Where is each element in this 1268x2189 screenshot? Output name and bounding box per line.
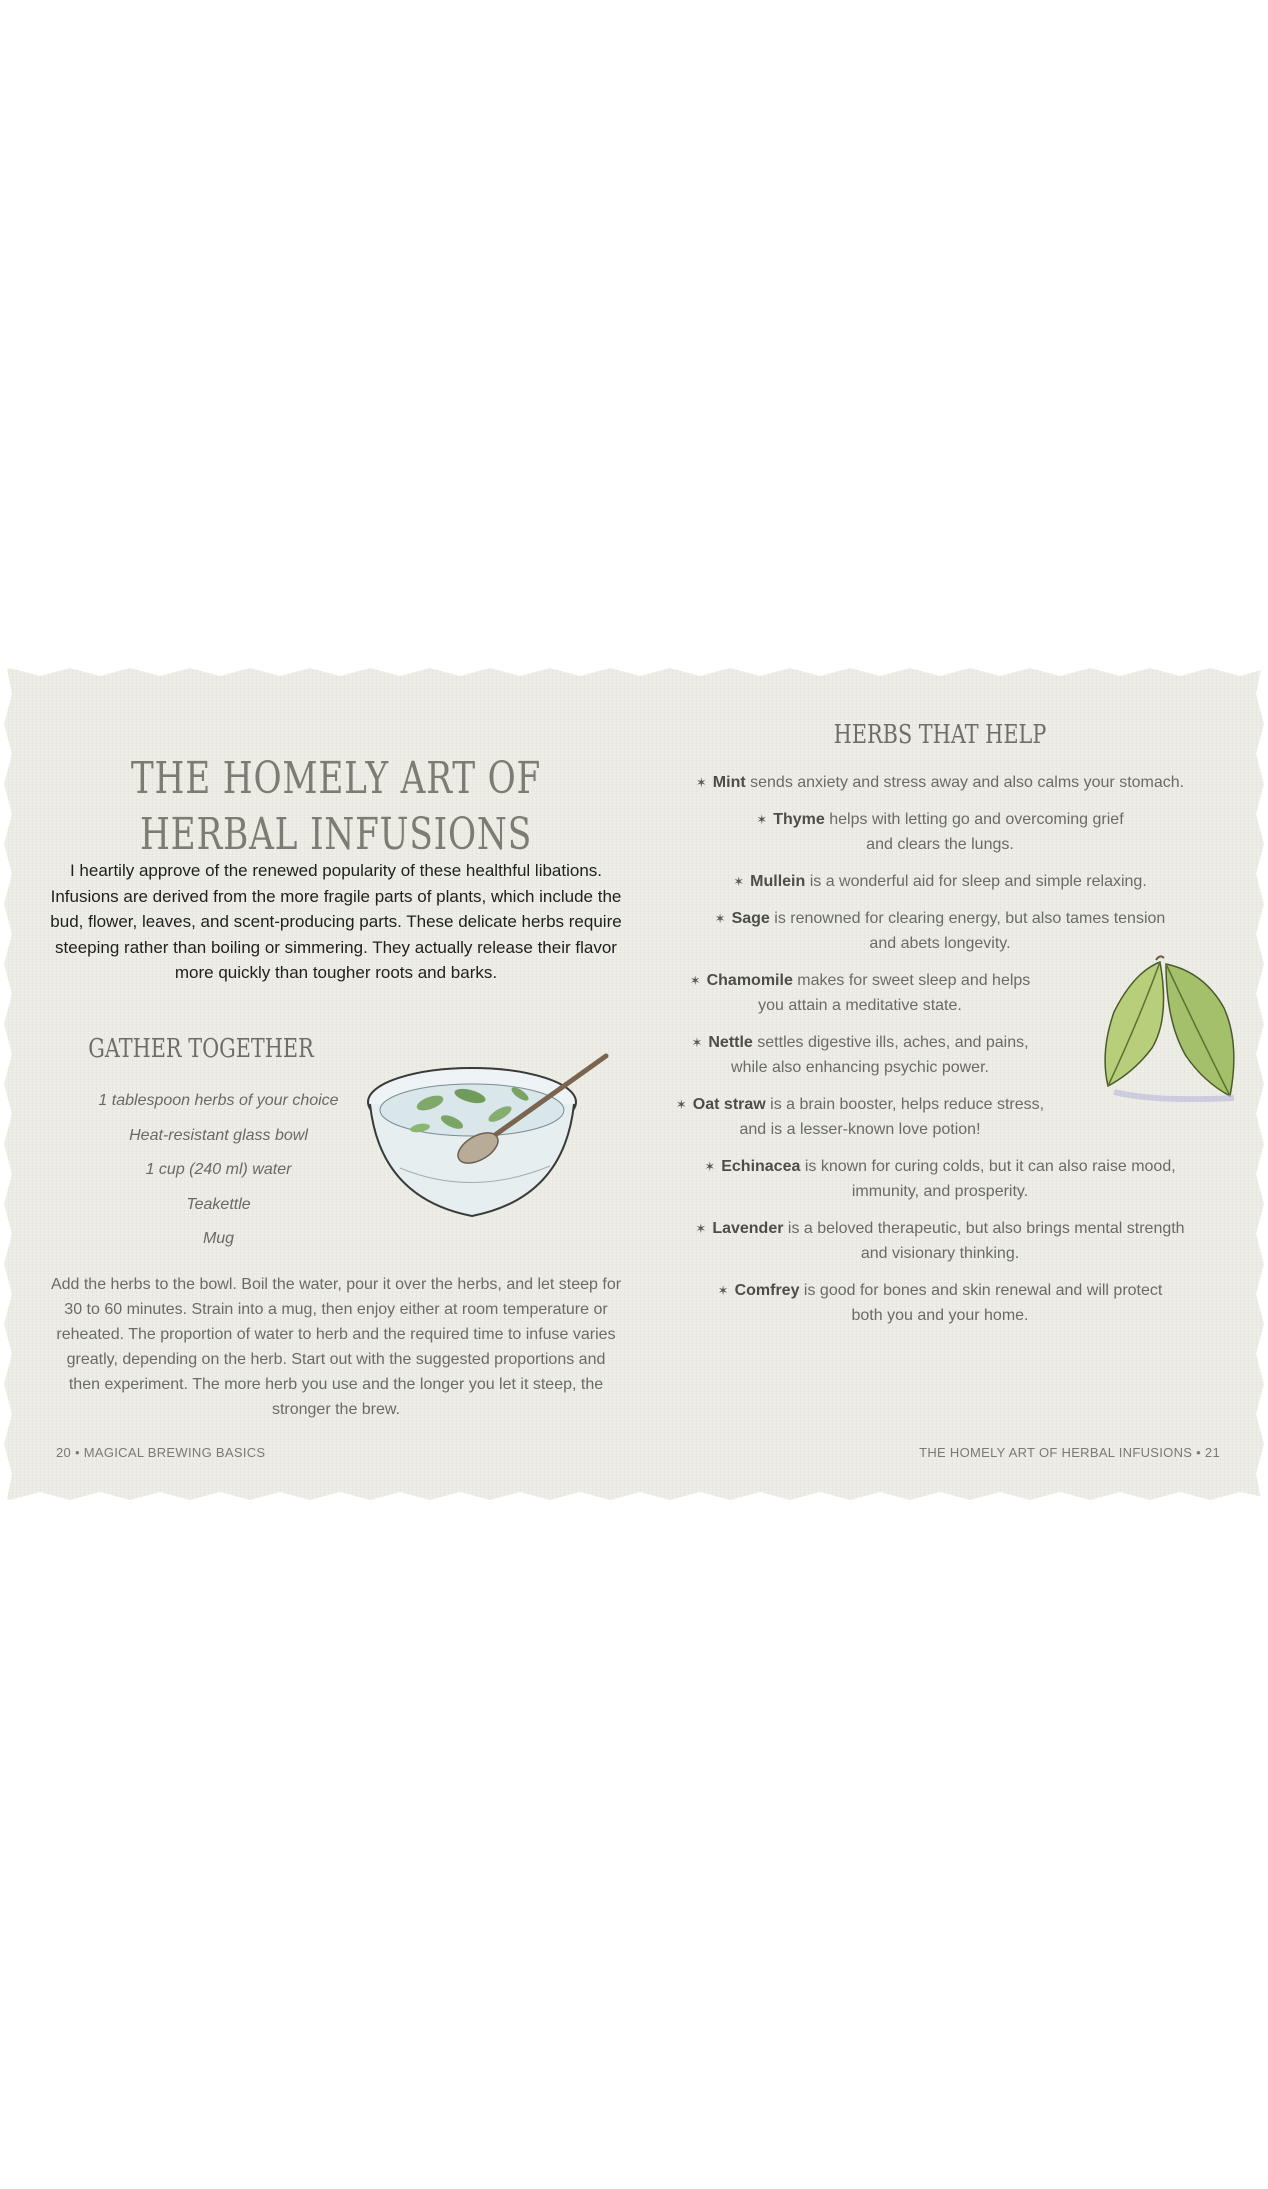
herb-description-line2: and visionary thinking. — [860, 1245, 1020, 1262]
star-icon: ✶ — [717, 1283, 729, 1298]
herb-item-comfrey — [640, 1278, 1240, 1328]
glass-bowl-illustration — [360, 1048, 620, 1228]
left-page-footer: 20 • MAGICAL BREWING BASICS — [56, 1445, 266, 1460]
star-icon: ✶ — [756, 812, 768, 827]
ingredient-item: Mug — [202, 1230, 235, 1247]
star-icon: ✶ — [689, 973, 701, 988]
herb-item-mint — [640, 770, 1240, 795]
herb-name: Lavender — [712, 1220, 784, 1237]
ingredient-item: 1 tablespoon herbs of your choice — [98, 1092, 339, 1109]
top-deckled-edge — [0, 664, 1268, 678]
herb-name: Nettle — [708, 1034, 753, 1051]
right-page-footer: THE HOMELY ART OF HERBAL INFUSIONS • 21 — [919, 1445, 1220, 1460]
herb-description: makes for sweet sleep and helps — [792, 972, 1031, 989]
herb-name: Echinacea — [721, 1158, 801, 1175]
herb-name: Mullein — [750, 873, 806, 890]
herb-name: Comfrey — [734, 1282, 800, 1299]
herb-description: is renowned for clearing energy, but also tames tension — [769, 910, 1166, 927]
page-title — [102, 751, 570, 863]
herb-description: settles digestive ills, aches, and pains, — [752, 1034, 1029, 1051]
star-icon: ✶ — [691, 1035, 703, 1050]
star-icon: ✶ — [695, 775, 707, 790]
herb-description-line2: immunity, and prosperity. — [851, 1183, 1029, 1200]
nettle-leaf-illustration — [1094, 952, 1242, 1102]
herb-description-line2: while also enhancing psychic power. — [731, 1059, 989, 1076]
herb-description: is a wonderful aid for sleep and simple relaxing. — [805, 873, 1147, 890]
herb-name: Mint — [712, 774, 746, 791]
star-icon: ✶ — [733, 874, 745, 889]
herb-description: helps with letting go and overcoming grief — [824, 811, 1124, 828]
herb-description-line2: and clears the lungs. — [866, 836, 1014, 853]
star-icon: ✶ — [675, 1097, 687, 1112]
herb-description-line2: both you and your home. — [851, 1307, 1029, 1324]
herb-name: Sage — [731, 910, 770, 927]
title-line-1: THE HOMELY ART OF — [130, 753, 542, 805]
herb-item-mullein — [640, 869, 1240, 894]
herb-name: Thyme — [773, 811, 825, 828]
herbs-that-help-heading: HERBS THAT HELP — [833, 720, 1047, 750]
herb-description: is good for bones and skin renewal and will protect — [799, 1282, 1163, 1299]
herb-name: Oat straw — [692, 1096, 766, 1113]
star-icon: ✶ — [714, 911, 726, 926]
herb-description: sends anxiety and stress away and also calms your stomach. — [745, 774, 1185, 791]
herb-description: is a beloved therapeutic, but also brings mental strength — [783, 1220, 1185, 1237]
left-page — [36, 690, 636, 1480]
method-paragraph: Add the herbs to the bowl. Boil the water, pour it over the herbs, and let steep for 30 to 60 minutes. Strain into a mug, then enjoy either at room temperature or reheated. The proportion of water to herb and the required time to infuse varies greatly, depending on the herb. Start out with the suggested proportions and then experiment. The more herb you use and the longer you let it steep, the stronger the brew. — [50, 1276, 622, 1418]
herb-item-lavender — [640, 1216, 1240, 1266]
ingredient-item: Teakettle — [186, 1195, 251, 1213]
herb-item-echinacea — [640, 1154, 1240, 1204]
gather-together-heading: GATHER TOGETHER — [88, 1034, 314, 1064]
intro-paragraph: I heartily approve of the renewed popularity of these healthful libations. Infusions are derived from the more fragile parts of plants, which include the bud, flower, leaves, and scent-producing parts. These delicate herbs require steeping rather than boiling or simmering. They actually release their flavor more quickly than tougher roots and barks. — [50, 861, 622, 982]
star-icon: ✶ — [695, 1221, 707, 1236]
right-page — [640, 690, 1240, 1480]
herb-item-thyme — [640, 807, 1240, 857]
herb-description-line2: and abets longevity. — [869, 935, 1011, 952]
left-deckled-edge — [0, 664, 16, 1504]
ingredients-list — [56, 1084, 381, 1257]
title-line-2: HERBAL INFUSIONS — [139, 809, 533, 861]
ingredient-item: 1 cup (240 ml) water — [145, 1161, 292, 1178]
ingredient-item: Heat-resistant glass bowl — [129, 1126, 308, 1144]
herb-description: is known for curing colds, but it can also raise mood, — [800, 1158, 1176, 1175]
star-icon: ✶ — [704, 1159, 716, 1174]
bottom-deckled-edge — [0, 1490, 1268, 1504]
herb-description-line2: and is a lesser-known love potion! — [739, 1121, 981, 1138]
herb-item-sage — [640, 906, 1240, 956]
herb-name: Chamomile — [706, 972, 793, 989]
right-deckled-edge — [1252, 664, 1268, 1504]
herb-description: is a brain booster, helps reduce stress, — [765, 1096, 1045, 1113]
herb-description-line2: you attain a meditative state. — [758, 997, 962, 1014]
